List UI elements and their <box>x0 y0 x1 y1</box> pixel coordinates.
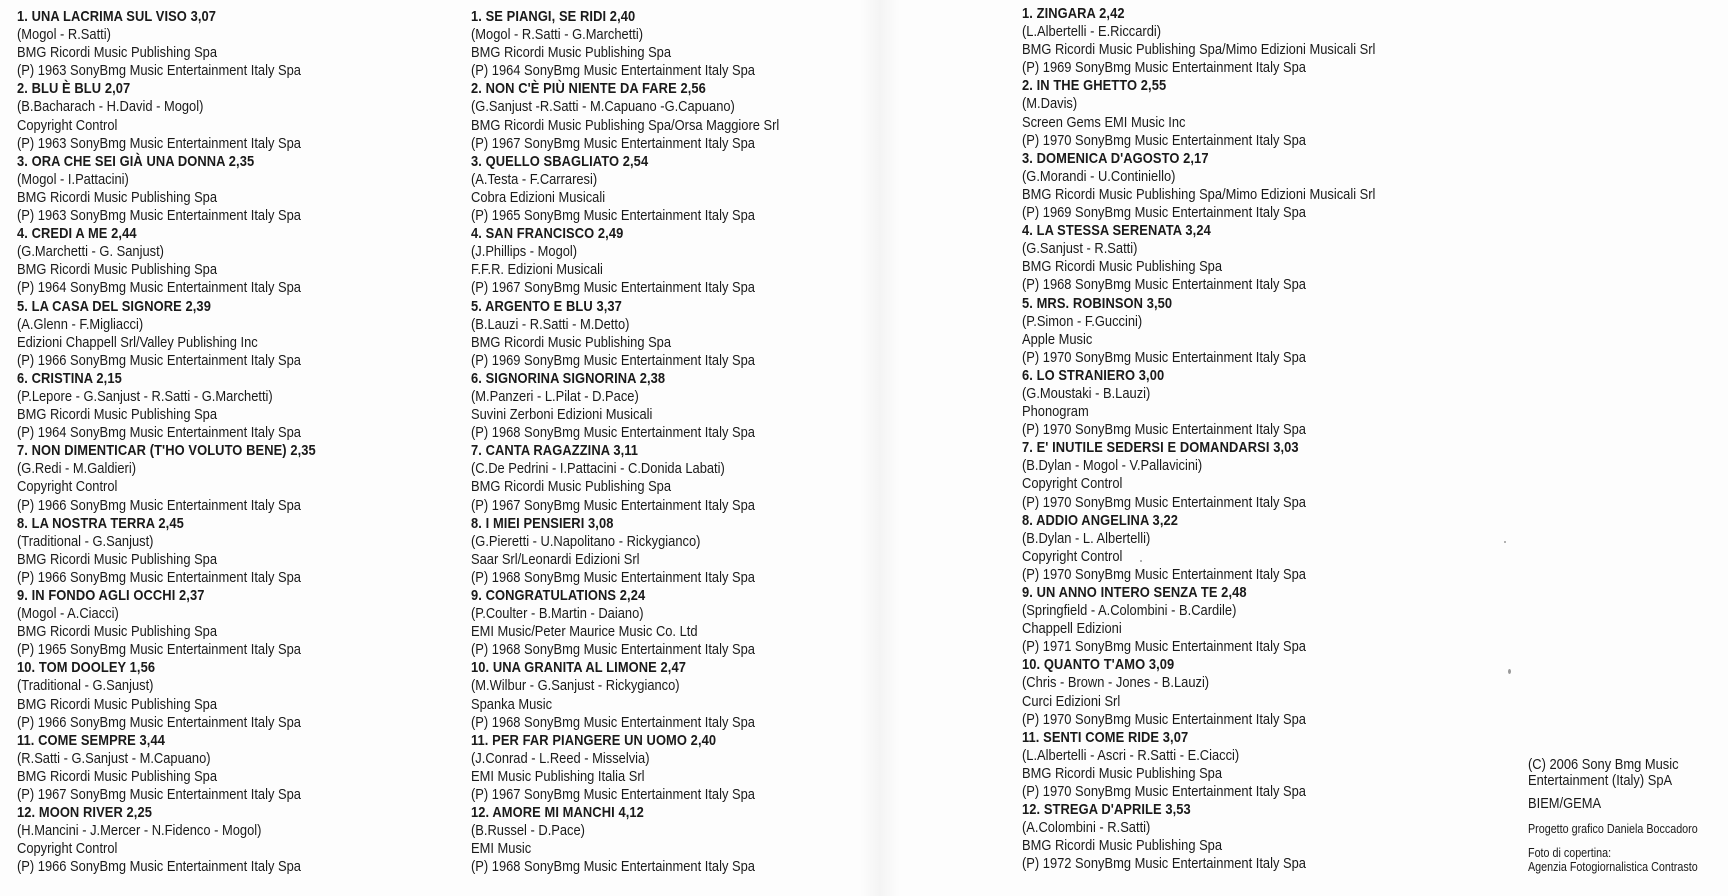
track-authors: (G.Moustaki - B.Lauzi) <box>1022 384 1151 402</box>
track-authors: (B.Bacharach - H.David - Mogol) <box>17 98 204 116</box>
track-title: 6. LO STRANIERO 3,00 <box>1022 366 1165 384</box>
track-phonogram: (P) 1963 SonyBmg Music Entertainment Italy Spa <box>17 207 301 225</box>
track-title: 2. BLU È BLU 2,07 <box>17 80 131 98</box>
track-title: 11. PER FAR PIANGERE UN UOMO 2,40 <box>471 731 717 749</box>
track-entry <box>471 80 779 152</box>
paper-speck <box>1504 541 1506 543</box>
track-publisher: BMG Ricordi Music Publishing Spa <box>1022 258 1223 276</box>
track-authors: (R.Satti - G.Sanjust - M.Capuano) <box>17 749 211 767</box>
track-authors: (P.Lepore - G.Sanjust - R.Satti - G.Marchetti) <box>17 387 273 405</box>
track-publisher: Edizioni Chappell Srl/Valley Publishing Inc <box>17 333 258 351</box>
track-authors: (P.Coulter - B.Martin - Daiano) <box>471 605 644 623</box>
track-phonogram: (P) 1970 SonyBmg Music Entertainment Italy Spa <box>1022 783 1306 801</box>
tracklist-column-3 <box>1022 5 1375 874</box>
track-phonogram: (P) 1970 SonyBmg Music Entertainment Italy Spa <box>1022 348 1306 366</box>
track-phonogram: (P) 1968 SonyBmg Music Entertainment Italy Spa <box>1022 276 1306 294</box>
track-entry <box>471 442 779 514</box>
track-publisher: Chappell Edizioni <box>1022 620 1122 638</box>
track-phonogram: (P) 1968 SonyBmg Music Entertainment Italy Spa <box>471 858 755 876</box>
track-entry <box>1022 801 1375 873</box>
track-phonogram: (P) 1964 SonyBmg Music Entertainment Italy Spa <box>471 62 755 80</box>
copyright-line-1: (C) 2006 Sony Bmg Music <box>1528 756 1679 773</box>
track-phonogram: (P) 1967 SonyBmg Music Entertainment Italy Spa <box>471 134 755 152</box>
track-authors: (Traditional - G.Sanjust) <box>17 677 154 695</box>
track-authors: (M.Davis) <box>1022 95 1078 113</box>
track-entry <box>471 153 779 225</box>
track-title: 1. UNA LACRIMA SUL VISO 3,07 <box>17 8 217 25</box>
track-entry <box>17 587 316 659</box>
track-authors: (H.Mancini - J.Mercer - N.Fidenco - Mogol) <box>17 822 262 840</box>
track-entry <box>1022 729 1375 801</box>
track-phonogram: (P) 1969 SonyBmg Music Entertainment Italy Spa <box>471 351 755 369</box>
track-entry <box>17 8 316 80</box>
track-phonogram: (P) 1968 SonyBmg Music Entertainment Italy Spa <box>471 568 755 586</box>
track-phonogram: (P) 1968 SonyBmg Music Entertainment Italy Spa <box>471 641 755 659</box>
track-entry <box>1022 439 1375 511</box>
track-phonogram: (P) 1972 SonyBmg Music Entertainment Italy Spa <box>1022 855 1306 873</box>
track-title: 3. ORA CHE SEI GIÀ UNA DONNA 2,35 <box>17 152 255 170</box>
track-authors: (M.Wilbur - G.Sanjust - Rickygianco) <box>471 677 680 695</box>
photo-credit-label: Foto di copertina: <box>1528 846 1612 860</box>
track-entry <box>17 804 316 876</box>
track-phonogram: (P) 1967 SonyBmg Music Entertainment Italy Spa <box>471 786 755 804</box>
track-title: 8. I MIEI PENSIERI 3,08 <box>471 514 614 532</box>
track-title: 2. IN THE GHETTO 2,55 <box>1022 77 1167 95</box>
copyright-line-2: Entertainment (Italy) SpA <box>1528 772 1673 789</box>
rights-society: BIEM/GEMA <box>1528 795 1602 812</box>
track-phonogram: (P) 1965 SonyBmg Music Entertainment Italy Spa <box>471 207 755 225</box>
track-publisher: BMG Ricordi Music Publishing Spa <box>17 44 218 62</box>
track-title: 9. UN ANNO INTERO SENZA TE 2,48 <box>1022 584 1247 601</box>
track-phonogram: (P) 1966 SonyBmg Music Entertainment Italy Spa <box>17 351 301 369</box>
credits-block <box>1528 757 1698 874</box>
track-publisher: BMG Ricordi Music Publishing Spa <box>471 478 672 496</box>
track-title: 12. MOON RIVER 2,25 <box>17 804 152 822</box>
track-phonogram: (P) 1970 SonyBmg Music Entertainment Italy Spa <box>1022 421 1306 439</box>
track-entry <box>17 659 316 731</box>
track-publisher: BMG Ricordi Music Publishing Spa/Mimo Edizioni Musicali Srl <box>1022 41 1376 59</box>
track-authors: (L.Albertelli - E.Riccardi) <box>1022 23 1162 41</box>
track-phonogram: (P) 1964 SonyBmg Music Entertainment Italy Spa <box>17 424 301 442</box>
paper-speck <box>1140 560 1142 562</box>
track-entry <box>17 442 316 514</box>
track-phonogram: (P) 1963 SonyBmg Music Entertainment Italy Spa <box>17 62 301 80</box>
track-publisher: BMG Ricordi Music Publishing Spa <box>17 406 218 424</box>
track-phonogram: (P) 1964 SonyBmg Music Entertainment Italy Spa <box>17 279 301 297</box>
track-authors: (Springfield - A.Colombini - B.Cardile) <box>1022 602 1237 620</box>
track-authors: (G.Redi - M.Galdieri) <box>17 460 136 478</box>
track-authors: (B.Dylan - L. Albertelli) <box>1022 529 1151 547</box>
track-title: 10. QUANTO T'AMO 3,09 <box>1022 656 1175 674</box>
track-entry <box>17 153 316 225</box>
track-title: 5. MRS. ROBINSON 3,50 <box>1022 294 1173 312</box>
track-authors: (C.De Pedrini - I.Pattacini - C.Donida Labati) <box>471 460 725 478</box>
track-entry <box>471 659 779 731</box>
track-phonogram: (P) 1970 SonyBmg Music Entertainment Italy Spa <box>1022 565 1306 583</box>
track-authors: (M.Panzeri - L.Pilat - D.Pace) <box>471 387 639 405</box>
track-authors: (B.Russel - D.Pace) <box>471 822 585 840</box>
track-authors: (J.Conrad - L.Reed - Misselvia) <box>471 749 650 767</box>
track-title: 8. ADDIO ANGELINA 3,22 <box>1022 511 1179 529</box>
track-publisher: EMI Music <box>471 840 532 858</box>
track-authors: (Chris - Brown - Jones - B.Lauzi) <box>1022 674 1210 692</box>
track-entry <box>17 370 316 442</box>
track-phonogram: (P) 1966 SonyBmg Music Entertainment Italy Spa <box>17 713 301 731</box>
track-entry <box>1022 512 1375 584</box>
track-title: 1. ZINGARA 2,42 <box>1022 5 1125 22</box>
track-title: 5. LA CASA DEL SIGNORE 2,39 <box>17 297 211 315</box>
fold-shadow <box>860 0 900 896</box>
track-title: 4. LA STESSA SERENATA 3,24 <box>1022 222 1211 240</box>
track-title: 3. QUELLO SBAGLIATO 2,54 <box>471 152 649 170</box>
track-entry <box>471 298 779 370</box>
track-phonogram: (P) 1967 SonyBmg Music Entertainment Italy Spa <box>471 279 755 297</box>
track-publisher: Phonogram <box>1022 403 1089 421</box>
track-authors: (Mogol - I.Pattacini) <box>17 170 129 188</box>
track-authors: (J.Phillips - Mogol) <box>471 243 578 261</box>
track-entry <box>17 225 316 297</box>
track-title: 6. CRISTINA 2,15 <box>17 369 122 387</box>
track-entry <box>1022 584 1375 656</box>
track-title: 9. IN FONDO AGLI OCCHI 2,37 <box>17 587 205 604</box>
design-credit: Progetto grafico Daniela Boccadoro <box>1528 822 1698 836</box>
track-publisher: Curci Edizioni Srl <box>1022 692 1121 710</box>
track-authors: (L.Albertelli - Ascri - R.Satti - E.Ciacci) <box>1022 746 1240 764</box>
track-phonogram: (P) 1967 SonyBmg Music Entertainment Italy Spa <box>17 786 301 804</box>
track-phonogram: (P) 1970 SonyBmg Music Entertainment Italy Spa <box>1022 493 1306 511</box>
track-title: 4. CREDI A ME 2,44 <box>17 225 137 243</box>
track-authors: (P.Simon - F.Guccini) <box>1022 312 1143 330</box>
track-publisher: BMG Ricordi Music Publishing Spa/Mimo Edizioni Musicali Srl <box>1022 185 1376 203</box>
track-phonogram: (P) 1963 SonyBmg Music Entertainment Italy Spa <box>17 134 301 152</box>
track-title: 11. SENTI COME RIDE 3,07 <box>1022 728 1189 746</box>
track-authors: (A.Testa - F.Carraresi) <box>471 170 598 188</box>
track-authors: (G.Morandi - U.Continiello) <box>1022 167 1176 185</box>
track-entry <box>471 8 779 80</box>
track-title: 1. SE PIANGI, SE RIDI 2,40 <box>471 8 636 25</box>
track-title: 12. STREGA D'APRILE 3,53 <box>1022 801 1191 819</box>
track-publisher: Apple Music <box>1022 330 1093 348</box>
track-title: 5. ARGENTO E BLU 3,37 <box>471 297 622 315</box>
track-publisher: BMG Ricordi Music Publishing Spa <box>17 550 218 568</box>
track-entry <box>1022 5 1375 77</box>
track-authors: (B.Dylan - Mogol - V.Pallavicini) <box>1022 457 1203 475</box>
track-publisher: F.F.R. Edizioni Musicali <box>471 261 603 279</box>
track-phonogram: (P) 1970 SonyBmg Music Entertainment Italy Spa <box>1022 131 1306 149</box>
track-publisher: Copyright Control <box>17 116 118 134</box>
track-publisher: Copyright Control <box>1022 475 1123 493</box>
track-entry <box>471 804 779 876</box>
track-publisher: Cobra Edizioni Musicali <box>471 188 606 206</box>
track-authors: (A.Glenn - F.Migliacci) <box>17 315 144 333</box>
track-title: 10. TOM DOOLEY 1,56 <box>17 659 156 677</box>
track-authors: (G.Pieretti - U.Napolitano - Rickygianco) <box>471 532 701 550</box>
track-publisher: Suvini Zerboni Edizioni Musicali <box>471 406 653 424</box>
track-title: 6. SIGNORINA SIGNORINA 2,38 <box>471 369 666 387</box>
track-publisher: Screen Gems EMI Music Inc <box>1022 113 1186 131</box>
track-entry <box>471 587 779 659</box>
track-publisher: BMG Ricordi Music Publishing Spa <box>1022 764 1223 782</box>
track-title: 2. NON C'È PIÙ NIENTE DA FARE 2,56 <box>471 80 706 98</box>
track-publisher: BMG Ricordi Music Publishing Spa <box>17 695 218 713</box>
track-title: 12. AMORE MI MANCHI 4,12 <box>471 804 644 822</box>
tracklist-column-1 <box>17 8 316 877</box>
track-title: 11. COME SEMPRE 3,44 <box>17 731 165 749</box>
track-title: 3. DOMENICA D'AGOSTO 2,17 <box>1022 149 1209 167</box>
track-phonogram: (P) 1965 SonyBmg Music Entertainment Italy Spa <box>17 641 301 659</box>
track-publisher: BMG Ricordi Music Publishing Spa <box>17 188 218 206</box>
track-entry <box>1022 222 1375 294</box>
track-publisher: BMG Ricordi Music Publishing Spa/Orsa Maggiore Srl <box>471 116 780 134</box>
tracklist-column-2 <box>471 8 779 877</box>
track-phonogram: (P) 1967 SonyBmg Music Entertainment Italy Spa <box>471 496 755 514</box>
track-publisher: Saar Srl/Leonardi Edizioni Srl <box>471 550 640 568</box>
track-authors: (Traditional - G.Sanjust) <box>17 532 154 550</box>
track-phonogram: (P) 1968 SonyBmg Music Entertainment Italy Spa <box>471 713 755 731</box>
track-entry <box>17 732 316 804</box>
track-authors: (Mogol - A.Ciacci) <box>17 605 119 623</box>
track-entry <box>1022 656 1375 728</box>
track-authors: (G.Sanjust -R.Satti - M.Capuano -G.Capuano) <box>471 98 735 116</box>
track-entry <box>471 732 779 804</box>
track-entry <box>1022 150 1375 222</box>
track-title: 8. LA NOSTRA TERRA 2,45 <box>17 514 184 532</box>
paper-speck <box>1508 669 1511 674</box>
track-publisher: BMG Ricordi Music Publishing Spa <box>17 767 218 785</box>
track-authors: (G.Sanjust - R.Satti) <box>1022 240 1138 258</box>
track-title: 7. CANTA RAGAZZINA 3,11 <box>471 442 639 460</box>
track-phonogram: (P) 1969 SonyBmg Music Entertainment Italy Spa <box>1022 59 1306 77</box>
track-phonogram: (P) 1970 SonyBmg Music Entertainment Italy Spa <box>1022 710 1306 728</box>
track-entry <box>17 515 316 587</box>
track-authors: (Mogol - R.Satti - G.Marchetti) <box>471 26 644 44</box>
track-phonogram: (P) 1966 SonyBmg Music Entertainment Italy Spa <box>17 568 301 586</box>
track-title: 4. SAN FRANCISCO 2,49 <box>471 225 624 243</box>
track-phonogram: (P) 1969 SonyBmg Music Entertainment Italy Spa <box>1022 204 1306 222</box>
track-publisher: BMG Ricordi Music Publishing Spa <box>1022 837 1223 855</box>
track-entry <box>17 298 316 370</box>
track-phonogram: (P) 1966 SonyBmg Music Entertainment Italy Spa <box>17 496 301 514</box>
track-publisher: EMI Music Publishing Italia Srl <box>471 767 645 785</box>
track-publisher: BMG Ricordi Music Publishing Spa <box>471 44 672 62</box>
track-title: 7. E' INUTILE SEDERSI E DOMANDARSI 3,03 <box>1022 439 1299 457</box>
track-publisher: Copyright Control <box>17 840 118 858</box>
track-phonogram: (P) 1968 SonyBmg Music Entertainment Italy Spa <box>471 424 755 442</box>
track-entry <box>471 225 779 297</box>
track-publisher: EMI Music/Peter Maurice Music Co. Ltd <box>471 623 698 641</box>
track-publisher: Spanka Music <box>471 695 553 713</box>
track-title: 9. CONGRATULATIONS 2,24 <box>471 587 646 604</box>
track-entry <box>1022 77 1375 149</box>
track-entry <box>471 515 779 587</box>
track-entry <box>1022 295 1375 367</box>
photo-credit-agency: Agenzia Fotogiornalistica Contrasto <box>1528 860 1698 874</box>
track-authors: (A.Colombini - R.Satti) <box>1022 819 1151 837</box>
track-entry <box>17 80 316 152</box>
track-phonogram: (P) 1971 SonyBmg Music Entertainment Italy Spa <box>1022 638 1306 656</box>
track-publisher: BMG Ricordi Music Publishing Spa <box>471 333 672 351</box>
track-entry <box>471 370 779 442</box>
track-title: 10. UNA GRANITA AL LIMONE 2,47 <box>471 659 686 677</box>
track-entry <box>1022 367 1375 439</box>
track-publisher: BMG Ricordi Music Publishing Spa <box>17 261 218 279</box>
track-title: 7. NON DIMENTICAR (T'HO VOLUTO BENE) 2,35 <box>17 442 316 460</box>
track-authors: (G.Marchetti - G. Sanjust) <box>17 243 164 261</box>
track-authors: (Mogol - R.Satti) <box>17 26 111 44</box>
track-authors: (B.Lauzi - R.Satti - M.Detto) <box>471 315 630 333</box>
track-publisher: BMG Ricordi Music Publishing Spa <box>17 623 218 641</box>
track-phonogram: (P) 1966 SonyBmg Music Entertainment Italy Spa <box>17 858 301 876</box>
track-publisher: Copyright Control <box>1022 547 1123 565</box>
track-publisher: Copyright Control <box>17 478 118 496</box>
